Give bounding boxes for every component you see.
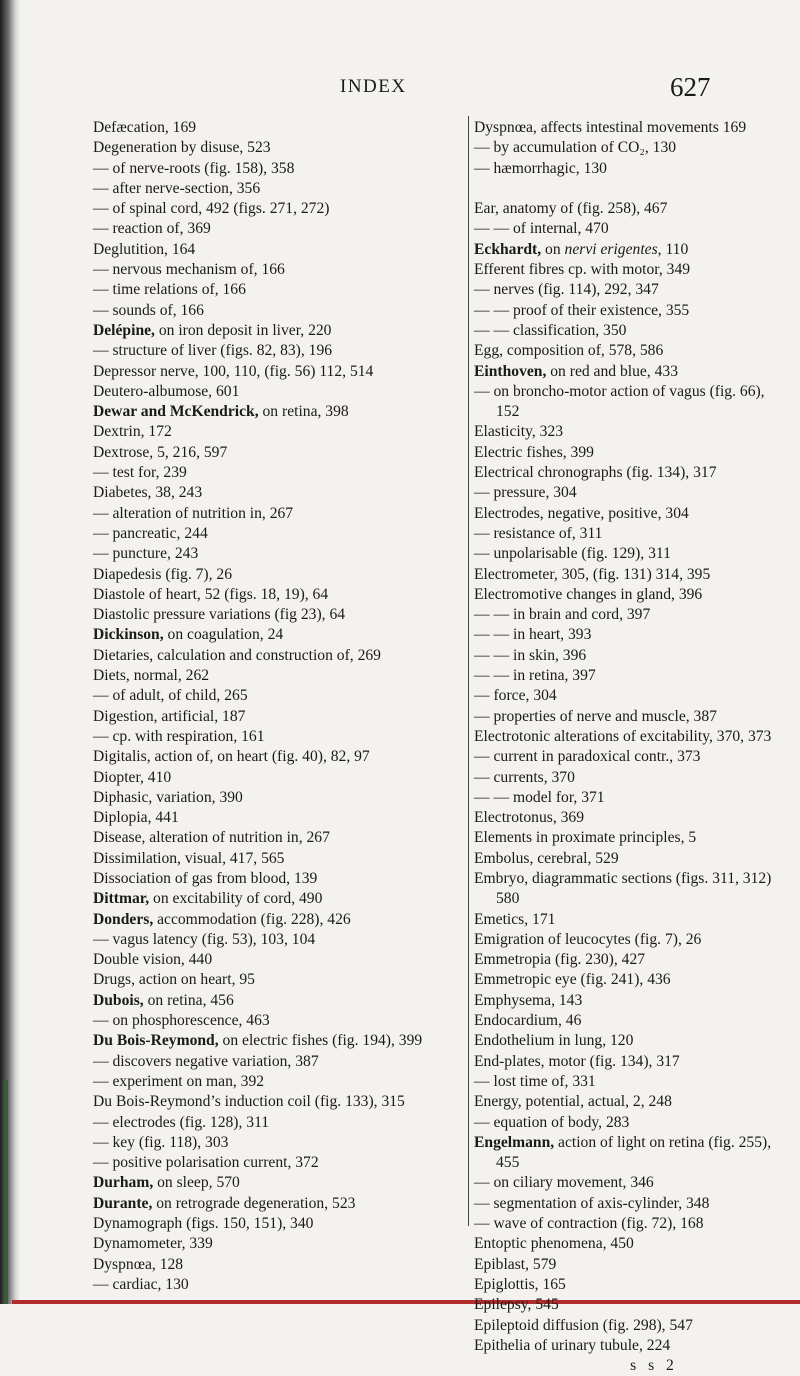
index-entry xyxy=(93,565,438,585)
index-entry xyxy=(474,991,774,1011)
index-entry xyxy=(93,788,438,808)
index-entry xyxy=(474,219,774,239)
index-entry-text: on excitability of cord, 490 xyxy=(149,890,323,908)
index-entry xyxy=(93,727,438,747)
index-entry-text: Epithelia of urinary tubule, 224 xyxy=(474,1336,671,1354)
index-entry xyxy=(474,828,774,848)
index-entry xyxy=(474,1316,774,1336)
index-entry xyxy=(474,179,774,199)
index-entry-text: Diapedesis (fig. 7), 26 xyxy=(93,565,233,583)
index-entry xyxy=(93,382,438,402)
index-entry xyxy=(93,666,438,686)
index-entry-text: — by accumulation of CO₂, 130 xyxy=(474,139,677,157)
index-entry-text: — nerves (fig. 114), 292, 347 xyxy=(474,281,659,299)
index-entry xyxy=(93,930,438,950)
index-entry-text: — — classification, 350 xyxy=(474,321,627,339)
index-entry xyxy=(93,585,438,605)
index-entry-text: on iron deposit in liver, 220 xyxy=(154,321,332,339)
index-entry xyxy=(93,768,438,788)
index-entry xyxy=(474,362,774,382)
index-entry-text: Emigration of leucocytes (fig. 7), 26 xyxy=(474,930,702,948)
index-entry-author: Donders, xyxy=(93,910,154,928)
index-entry xyxy=(93,1234,438,1254)
index-entry-text: — sounds of, 166 xyxy=(93,301,204,319)
index-entry-text: — on phosphorescence, 463 xyxy=(93,1012,270,1030)
index-entry-author: Durham, xyxy=(93,1174,154,1192)
index-entry-text: Defæcation, 169 xyxy=(93,119,197,136)
index-entry xyxy=(474,1336,774,1356)
index-entry xyxy=(474,747,774,767)
index-entry-text: Drugs, action on heart, 95 xyxy=(93,971,255,989)
index-entry-text: action of light on retina (fig. 255), 455 xyxy=(496,1133,772,1172)
index-entry xyxy=(474,910,774,930)
index-entry xyxy=(474,970,774,990)
spine-edge xyxy=(4,1080,8,1304)
index-entry xyxy=(474,1072,774,1092)
index-entry-author: Durante, xyxy=(93,1194,153,1212)
index-entry-text: Deglutition, 164 xyxy=(93,240,196,258)
index-entry xyxy=(474,524,774,544)
index-entry-text: Dyspnœa, 128 xyxy=(93,1255,184,1273)
index-entry-text: on xyxy=(541,240,565,258)
index-entry-text: Disease, alteration of nutrition in, 267 xyxy=(93,829,330,847)
index-entry-text: — test for, 239 xyxy=(93,464,187,482)
index-entry-text: Dyspnœa, affects intestinal movements 169 xyxy=(474,119,747,136)
index-entry xyxy=(93,849,438,869)
index-entry xyxy=(474,240,774,260)
index-entry xyxy=(93,889,438,909)
index-entry xyxy=(474,950,774,970)
index-entry xyxy=(474,504,774,524)
index-entry-text: Dissimilation, visual, 417, 565 xyxy=(93,849,285,867)
index-entry xyxy=(474,768,774,788)
index-entry-text: Emetics, 171 xyxy=(474,910,556,928)
index-entry xyxy=(474,1255,774,1275)
index-entry-text: Diets, normal, 262 xyxy=(93,667,210,685)
index-entry-text: — time relations of, 166 xyxy=(93,281,246,299)
index-entry-text: — of adult, of child, 265 xyxy=(93,687,248,705)
index-entry xyxy=(474,565,774,585)
index-entry xyxy=(93,950,438,970)
index-entry-text: — pancreatic, 244 xyxy=(93,524,208,542)
index-entry xyxy=(93,260,438,280)
index-entry-author: Dickinson, xyxy=(93,626,164,644)
index-entry-author: Engelmann, xyxy=(474,1133,555,1151)
index-entry xyxy=(93,301,438,321)
index-entry xyxy=(93,199,438,219)
index-entry-text: on coagulation, 24 xyxy=(163,626,284,644)
running-title: INDEX xyxy=(340,76,407,97)
index-entry-text: Dextrose, 5, 216, 597 xyxy=(93,443,228,461)
index-entry xyxy=(93,1011,438,1031)
index-entry-text: — wave of contraction (fig. 72), 168 xyxy=(474,1215,704,1233)
index-entry-text: — key (fig. 118), 303 xyxy=(93,1133,229,1151)
index-entry xyxy=(93,646,438,666)
index-entry xyxy=(474,1275,774,1295)
index-entry xyxy=(474,260,774,280)
index-entry-author: Du Bois-Reymond, xyxy=(93,1032,219,1050)
index-entry xyxy=(93,686,438,706)
index-entry-text: Endothelium in lung, 120 xyxy=(474,1032,634,1050)
index-entry-text: Dextrin, 172 xyxy=(93,423,172,441)
index-column-left xyxy=(93,118,438,1295)
index-entry-text: Diastole of heart, 52 (figs. 18, 19), 64 xyxy=(93,585,329,603)
index-entry xyxy=(93,1052,438,1072)
index-entry xyxy=(474,849,774,869)
index-entry xyxy=(93,910,438,930)
index-entry xyxy=(93,808,438,828)
index-entry-text: Degeneration by disuse, 523 xyxy=(93,139,271,157)
index-entry xyxy=(474,443,774,463)
page-number: 627 xyxy=(670,72,711,102)
index-entry-text: Epiblast, 579 xyxy=(474,1255,557,1273)
index-entry-author: Dubois, xyxy=(93,991,144,1009)
index-entry-text: Egg, composition of, 578, 586 xyxy=(474,342,664,360)
index-entry-text: Embryo, diagrammatic sections (figs. 311, 312) 580 xyxy=(474,869,772,908)
index-entry-text: — alteration of nutrition in, 267 xyxy=(93,504,294,522)
index-entry-text: Electromotive changes in gland, 396 xyxy=(474,585,703,603)
index-entry xyxy=(474,1011,774,1031)
index-entry xyxy=(93,544,438,564)
index-entry xyxy=(93,1173,438,1193)
index-entry xyxy=(93,625,438,645)
column-divider xyxy=(468,116,469,1226)
index-entry-text: Entoptic phenomena, 450 xyxy=(474,1235,634,1253)
index-entry xyxy=(93,118,438,138)
index-entry-text: — current in paradoxical contr., 373 xyxy=(474,748,701,766)
index-entry xyxy=(93,179,438,199)
index-entry-text: on retina, 456 xyxy=(143,991,234,1009)
index-entry-text: — force, 304 xyxy=(474,687,557,705)
index-entry-text: — lost time of, 331 xyxy=(474,1072,596,1090)
index-entry xyxy=(474,930,774,950)
index-entry xyxy=(474,118,774,138)
index-entry xyxy=(93,422,438,442)
index-entry xyxy=(474,625,774,645)
index-entry xyxy=(93,321,438,341)
index-entry xyxy=(93,1113,438,1133)
index-entry-text: Efferent fibres cp. with motor, 349 xyxy=(474,261,691,279)
index-entry-text: — vagus latency (fig. 53), 103, 104 xyxy=(93,930,316,948)
index-entry-text: Dietaries, calculation and construction of, 269 xyxy=(93,646,381,664)
index-entry xyxy=(474,605,774,625)
index-entry-text: Depressor nerve, 100, 110, (fig. 56) 112, 514 xyxy=(93,362,374,380)
index-column-right xyxy=(474,118,774,1376)
index-entry-italic: nervi erigentes xyxy=(564,240,658,258)
index-entry xyxy=(474,199,774,219)
index-entry-text: Electrical chronographs (fig. 134), 317 xyxy=(474,464,717,482)
index-entry xyxy=(474,321,774,341)
book-spine-shadow xyxy=(0,0,20,1304)
index-entry-text: Epilepsy, 545 xyxy=(474,1296,559,1314)
index-entry xyxy=(93,1214,438,1234)
index-entry xyxy=(474,1133,774,1174)
index-entry-text: Diopter, 410 xyxy=(93,768,172,786)
index-entry xyxy=(474,1052,774,1072)
index-entry-text: — segmentation of axis-cylinder, 348 xyxy=(474,1194,710,1212)
index-entry-text: Electrodes, negative, positive, 304 xyxy=(474,504,689,522)
index-entry xyxy=(93,463,438,483)
index-entry xyxy=(474,1173,774,1193)
index-entry-text: — of nerve-roots (fig. 158), 358 xyxy=(93,159,295,177)
index-entry xyxy=(474,666,774,686)
index-entry xyxy=(93,341,438,361)
index-entry-text: — equation of body, 283 xyxy=(474,1113,630,1131)
index-entry xyxy=(93,443,438,463)
index-entry-text: Epiglottis, 165 xyxy=(474,1275,566,1293)
index-entry-text: Double vision, 440 xyxy=(93,951,213,969)
index-entry xyxy=(474,1295,774,1315)
index-entry xyxy=(93,1275,438,1295)
index-entry xyxy=(474,301,774,321)
index-entry xyxy=(474,1113,774,1133)
index-entry-text: on retina, 398 xyxy=(258,403,349,421)
index-entry xyxy=(93,524,438,544)
index-entry xyxy=(93,504,438,524)
index-entry-text: — on ciliary movement, 346 xyxy=(474,1174,654,1192)
index-entry-text: Epileptoid diffusion (fig. 298), 547 xyxy=(474,1316,693,1334)
index-entry xyxy=(474,463,774,483)
index-entry xyxy=(474,686,774,706)
index-entry xyxy=(474,1031,774,1051)
index-entry-text: Ear, anatomy of (fig. 258), 467 xyxy=(474,200,668,218)
index-entry xyxy=(474,382,774,423)
index-entry xyxy=(93,1072,438,1092)
index-entry xyxy=(474,138,774,158)
index-entry xyxy=(93,1133,438,1153)
index-entry-text: — discovers negative variation, 387 xyxy=(93,1052,319,1070)
index-entry xyxy=(474,727,774,747)
index-entry-text: — hæmorrhagic, 130 xyxy=(474,159,607,177)
index-entry xyxy=(93,483,438,503)
index-entry-author: Delépine, xyxy=(93,321,155,339)
index-entry-text: on sleep, 570 xyxy=(153,1174,240,1192)
index-entry-text: — experiment on man, 392 xyxy=(93,1072,265,1090)
index-entry xyxy=(93,707,438,727)
index-entry xyxy=(93,402,438,422)
index-entry-text: — puncture, 243 xyxy=(93,545,199,563)
index-entry xyxy=(474,646,774,666)
index-entry xyxy=(474,808,774,828)
index-entry-text: — nervous mechanism of, 166 xyxy=(93,261,285,279)
index-entry xyxy=(93,280,438,300)
signature-mark: s s 2 xyxy=(630,1357,678,1375)
index-entry-text: Electrotonic alterations of excitability, 370, 373 xyxy=(474,727,772,745)
index-entry-text: — after nerve-section, 356 xyxy=(93,179,261,197)
index-entry-text: Electrometer, 305, (fig. 131) 314, 395 xyxy=(474,565,711,583)
index-entry-text: — currents, 370 xyxy=(474,768,575,786)
index-entry xyxy=(93,1194,438,1214)
index-entry-text: Deutero-albumose, 601 xyxy=(93,382,240,400)
index-entry xyxy=(474,280,774,300)
index-entry-text: Elements in proximate principles, 5 xyxy=(474,829,697,847)
index-entry-author: Eckhardt, xyxy=(474,240,542,258)
index-entry-text: — — in skin, 396 xyxy=(474,646,587,664)
index-entry xyxy=(93,747,438,767)
index-entry-text: on electric fishes (fig. 194), 399 xyxy=(218,1032,423,1050)
index-entry-text: — — in brain and cord, 397 xyxy=(474,606,651,624)
index-entry-text: on retrograde degeneration, 523 xyxy=(152,1194,356,1212)
index-entry xyxy=(474,1214,774,1234)
index-entry-text: — electrodes (fig. 128), 311 xyxy=(93,1113,270,1131)
index-entry-text: — on broncho-motor action of vagus (fig. 66), 152 xyxy=(474,382,765,421)
index-entry-author: Dittmar, xyxy=(93,890,150,908)
index-entry xyxy=(474,707,774,727)
index-entry-text: — pressure, 304 xyxy=(474,484,577,502)
index-entry-text: — structure of liver (figs. 82, 83), 196 xyxy=(93,342,333,360)
index-entry xyxy=(474,341,774,361)
index-entry xyxy=(474,585,774,605)
index-entry-text: End-plates, motor (fig. 134), 317 xyxy=(474,1052,680,1070)
index-entry-text: Du Bois-Reymond’s induction coil (fig. 133), 315 xyxy=(93,1093,405,1111)
index-entry xyxy=(474,1092,774,1112)
index-entry xyxy=(474,1194,774,1214)
index-entry xyxy=(474,869,774,910)
index-entry-text: — — model for, 371 xyxy=(474,788,605,806)
index-entry-text: — — in heart, 393 xyxy=(474,626,592,644)
index-entry-text: — cardiac, 130 xyxy=(93,1275,189,1293)
index-entry xyxy=(93,1031,438,1051)
index-entry-text: Diplopia, 441 xyxy=(93,809,179,827)
index-entry xyxy=(474,788,774,808)
index-entry-text: Diabetes, 38, 243 xyxy=(93,484,203,502)
index-entry xyxy=(93,159,438,179)
index-entry-text: Emphysema, 143 xyxy=(474,991,583,1009)
index-entry xyxy=(474,422,774,442)
index-entry-text: Dissociation of gas from blood, 139 xyxy=(93,869,318,887)
index-entry xyxy=(93,240,438,260)
index-entry-text: Energy, potential, actual, 2, 248 xyxy=(474,1093,672,1111)
index-entry-text: — — in retina, 397 xyxy=(474,667,596,685)
index-entry-text: — properties of nerve and muscle, 387 xyxy=(474,707,717,725)
index-entry-pages: , 110 xyxy=(657,240,689,258)
index-entry xyxy=(474,1234,774,1254)
index-entry xyxy=(474,544,774,564)
index-entry-text: — cp. with respiration, 161 xyxy=(93,727,265,745)
index-entry xyxy=(93,1255,438,1275)
index-entry xyxy=(93,970,438,990)
index-entry-text: Embolus, cerebral, 529 xyxy=(474,849,619,867)
index-entry xyxy=(93,1092,438,1112)
index-entry-text: — of spinal cord, 492 (figs. 271, 272) xyxy=(93,200,330,218)
index-entry-text: — — of internal, 470 xyxy=(474,220,609,238)
index-entry-text: Digestion, artificial, 187 xyxy=(93,707,246,725)
index-entry-text: Electric fishes, 399 xyxy=(474,443,594,461)
index-entry-text: Diphasic, variation, 390 xyxy=(93,788,243,806)
index-entry-text: Dynamograph (figs. 150, 151), 340 xyxy=(93,1215,314,1233)
index-entry-text: — unpolarisable (fig. 129), 311 xyxy=(474,545,671,563)
index-entry-author: Dewar and McKendrick, xyxy=(93,403,259,421)
index-entry-text: Diastolic pressure variations (fig 23), 64 xyxy=(93,606,346,624)
index-entry xyxy=(93,219,438,239)
index-entry-text: — — proof of their existence, 355 xyxy=(474,301,690,319)
index-entry-text: accommodation (fig. 228), 426 xyxy=(153,910,351,928)
index-entry xyxy=(93,362,438,382)
index-entry-text: Endocardium, 46 xyxy=(474,1012,582,1030)
index-entry-text: — positive polarisation current, 372 xyxy=(93,1154,319,1172)
index-entry-text: — resistance of, 311 xyxy=(474,524,603,542)
index-entry xyxy=(93,991,438,1011)
index-entry xyxy=(474,159,774,179)
index-entry xyxy=(93,828,438,848)
index-entry xyxy=(93,138,438,158)
index-entry-text: on red and blue, 433 xyxy=(546,362,679,380)
index-entry-author: Einthoven, xyxy=(474,362,547,380)
index-entry-text: Elasticity, 323 xyxy=(474,423,564,441)
index-entry-text: Digitalis, action of, on heart (fig. 40), 82, 97 xyxy=(93,748,370,766)
index-entry-text: — reaction of, 369 xyxy=(93,220,211,238)
index-entry xyxy=(93,605,438,625)
index-entry-text: Emmetropia (fig. 230), 427 xyxy=(474,951,646,969)
index-entry xyxy=(474,483,774,503)
index-entry-text: Dynamometer, 339 xyxy=(93,1235,213,1253)
running-head xyxy=(0,72,800,106)
index-entry xyxy=(93,869,438,889)
index-entry xyxy=(93,1153,438,1173)
index-entry-text: Emmetropic eye (fig. 241), 436 xyxy=(474,971,671,989)
index-entry-text: Electrotonus, 369 xyxy=(474,809,585,827)
